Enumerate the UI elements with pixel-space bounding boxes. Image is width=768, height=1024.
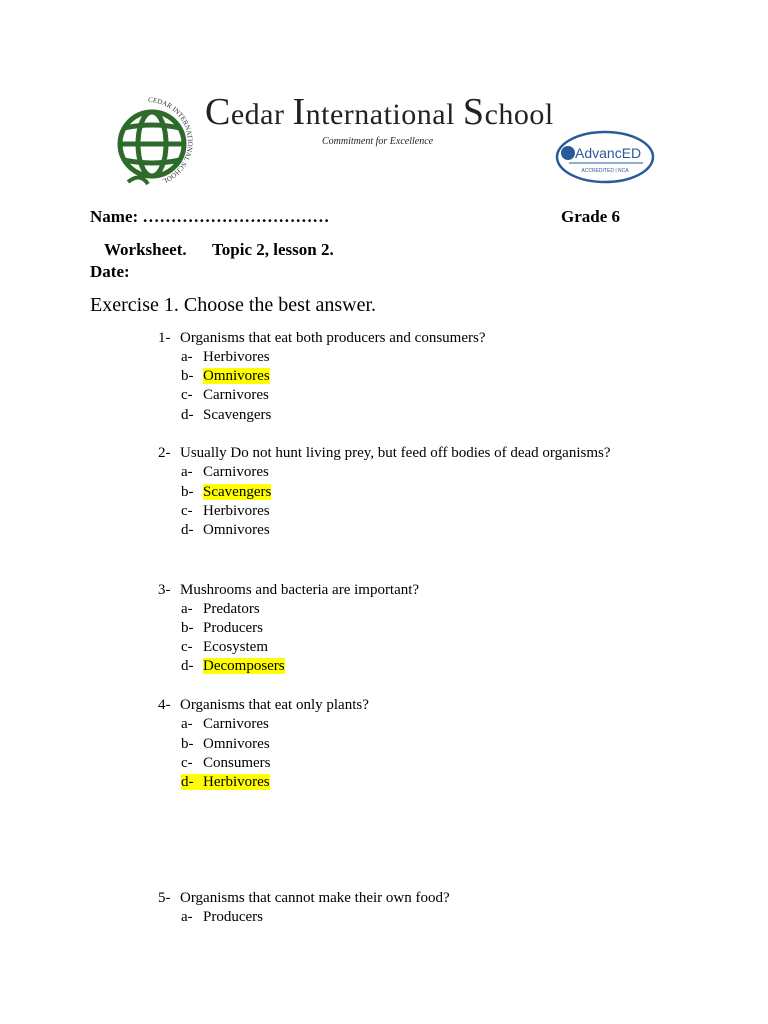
q3-option-b: b- Producers [181, 620, 263, 636]
topic-label: Topic 2, lesson 2. [212, 240, 334, 259]
q1-option-a: a- Herbivores [181, 349, 270, 365]
grade-label: Grade 6 [561, 207, 621, 226]
question-5: 5- Organisms that cannot make their own food? [158, 890, 450, 906]
school-motto: Commitment for Excellence [322, 136, 434, 147]
q3-option-c: c- Ecosystem [181, 639, 268, 655]
q2-option-a: a- Carnivores [181, 464, 269, 480]
q2-option-d: d- Omnivores [181, 522, 270, 538]
q4-option-b: b- Omnivores [181, 736, 270, 752]
q4-option-d-answer: d- Herbivores [181, 774, 270, 790]
q4-option-c: c- Consumers [181, 755, 271, 771]
q4-option-a: a- Carnivores [181, 716, 269, 732]
question-1: 1- Organisms that eat both producers and consumers? [158, 330, 486, 346]
svg-text:CEDAR INTERNATIONAL SCHOOL: CEDAR INTERNATIONAL SCHOOL [147, 95, 195, 186]
q1-option-c: c- Carnivores [181, 387, 269, 403]
q5-option-a: a- Producers [181, 909, 263, 925]
q3-option-a: a- Predators [181, 601, 260, 617]
name-field-label: Name: …………………………… [90, 207, 330, 226]
school-name: Cedar International School [205, 91, 554, 133]
q2-option-c: c- Herbivores [181, 503, 270, 519]
logo-ring-text [108, 92, 208, 192]
q1-option-d: d- Scavengers [181, 407, 272, 423]
worksheet-label: Worksheet. [104, 240, 187, 259]
question-2: 2- Usually Do not hunt living prey, but feed off bodies of dead organisms? [158, 445, 611, 461]
advanced-accreditation-badge [555, 130, 655, 184]
date-label: Date: [90, 262, 130, 281]
svg-text:ACCREDITED | NCA: ACCREDITED | NCA [581, 168, 629, 174]
question-4: 4- Organisms that eat only plants? [158, 697, 369, 713]
svg-text:AdvancED: AdvancED [575, 145, 642, 161]
q3-option-d-answer: d- Decomposers [181, 658, 285, 674]
q2-option-b-answer: b- Scavengers [181, 484, 272, 500]
q1-option-b-answer: b- Omnivores [181, 368, 270, 384]
question-3: 3- Mushrooms and bacteria are important? [158, 582, 420, 598]
exercise-title: Exercise 1. Choose the best answer. [90, 294, 377, 316]
